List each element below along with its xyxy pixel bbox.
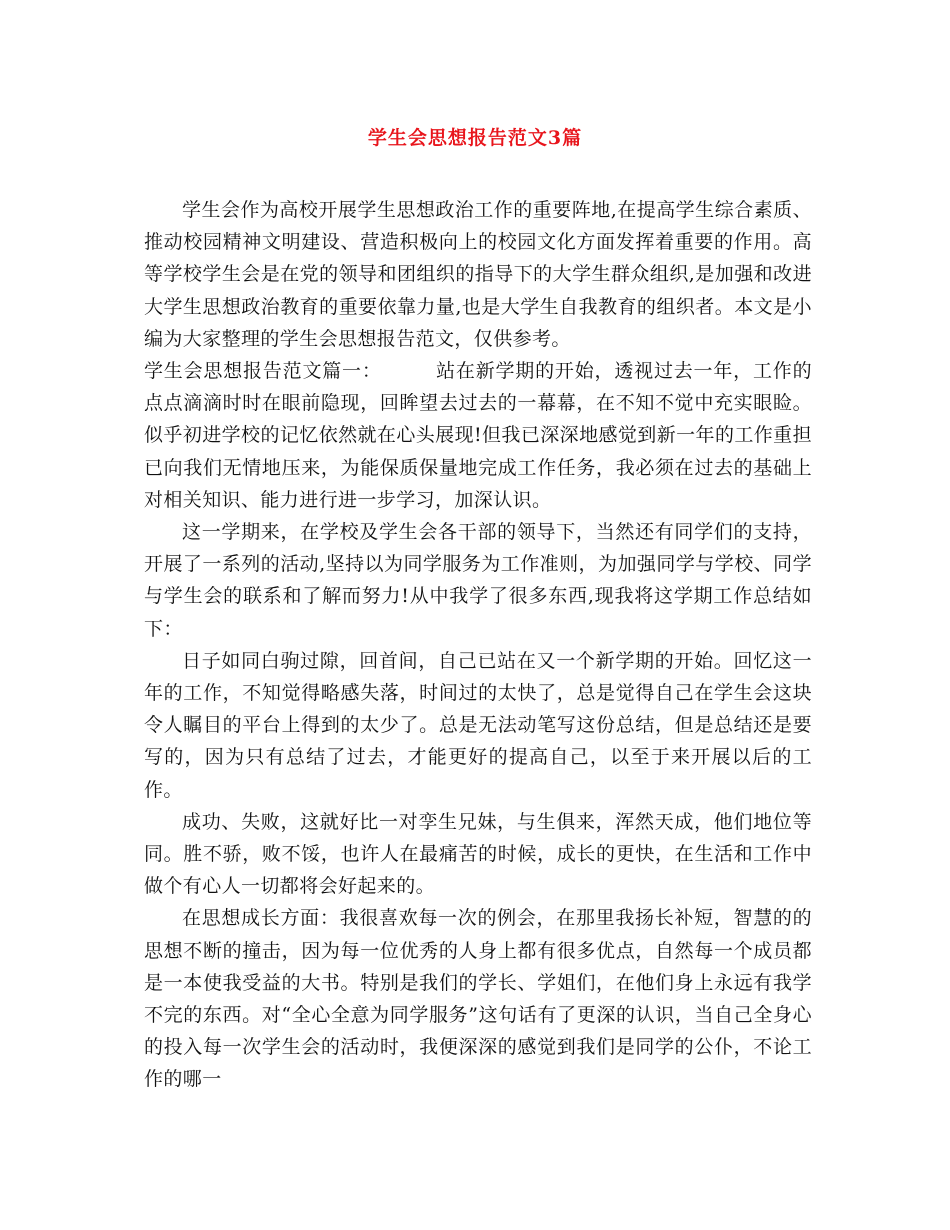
section-first-text: 站在新学期的开始，透视过去一年，工作的点点滴滴时时在眼前隐现，回眸望去过去的一幕幕，在不知不觉中充实眼睑。似乎初进学校的记忆依然就在心头展现!但我已深深地感觉到新一年的工作重担已向我们无情地压来，为能保质保量地完成工作任务，我必须在过去的基础上对相关知识、能力进行进一步学习，加深认识。: [144, 360, 812, 511]
body-paragraph: 日子如同白驹过隙，回首间，自己已站在又一个新学期的开始。回忆这一年的工作，不知觉得略感失落，时间过的太快了，总是觉得自己在学生会这块令人瞩目的平台上得到的太少了。总是无法动笔写这份总结，但是总结还是要写的，因为只有总结了过去，才能更好的提高自己，以至于来开展以后的工作。: [144, 649, 812, 801]
document-body: [144, 194, 812, 1096]
body-paragraph: 成功、失败，这就好比一对孪生兄妹，与生俱来，浑然天成，他们地位等同。胜不骄，败不馁，也许人在最痛苦的时候，成长的更快，在生活和工作中做个有心人一切都将会好起来的。: [144, 810, 812, 898]
body-paragraph: 在思想成长方面：我很喜欢每一次的例会，在那里我扬长补短，智慧的的思想不断的撞击，因为每一位优秀的人身上都有很多优点，自然每一个成员都是一本使我受益的大书。特别是我们的学长、学姐们，在他们身上永远有我学不完的东西。对“全心全意为同学服务”这句话有了更深的认识，当自己全身心的投入每一次学生会的活动时，我便深深的感觉到我们是同学的公仆，不论工作的哪一: [144, 907, 812, 1091]
body-paragraph: 这一学期来，在学校及学生会各干部的领导下，当然还有同学们的支持，开展了一系列的活动,坚持以为同学服务为工作准则，为加强同学与学校、同学与学生会的联系和了解而努力!从中我学了很多东西,现我将这学期工作总结如下：: [144, 521, 812, 640]
intro-paragraph: 学生会作为高校开展学生思想政治工作的重要阵地,在提高学生综合素质、推动校园精神文明建设、营造积极向上的校园文化方面发挥着重要的作用。高等学校学生会是在党的领导和团组织的指导下的大学生群众组织,是加强和改进大学生思想政治教育的重要依靠力量,也是大学生自我教育的组织者。本文是小编为大家整理的学生会思想报告范文，仅供参考。: [144, 199, 812, 350]
document-title: 学生会思想报告范文3篇: [367, 127, 583, 149]
section-heading: 学生会思想报告范文篇一：: [144, 360, 382, 383]
section-one-paragraph: [144, 355, 812, 516]
